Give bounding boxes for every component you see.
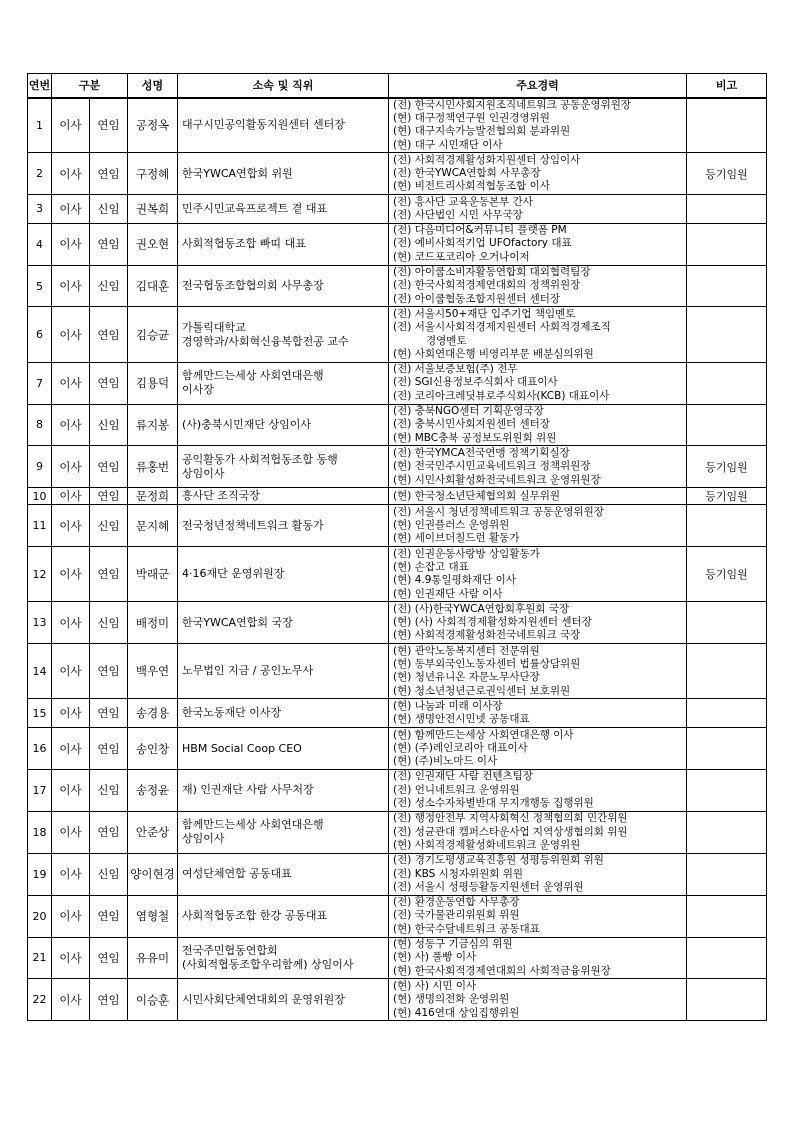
row-affiliation [178, 853, 389, 895]
row-affiliation [178, 811, 389, 853]
row-career [389, 446, 687, 488]
row-role: 이사 [52, 446, 90, 488]
row-note [687, 811, 767, 853]
table-row [28, 769, 767, 811]
career-line: (전) 성소수자차별반대 무지개행동 집행위원 [393, 797, 594, 810]
row-role: 이사 [52, 362, 90, 404]
row-number: 2 [28, 153, 52, 195]
career-line: (현) 비전트리사회적협동조합 이사 [393, 180, 550, 193]
row-note [687, 404, 767, 446]
row-career [389, 195, 687, 224]
career-line: (전) 코리아크레딧뷰로주식회사(KCB) 대표이사 [393, 389, 610, 402]
row-term: 연임 [90, 488, 128, 505]
row-name: 송인창 [128, 728, 178, 770]
career-line: 경영멘토 [426, 334, 467, 347]
table-row [28, 223, 767, 265]
row-role: 이사 [52, 811, 90, 853]
table-row [28, 98, 767, 153]
row-note [687, 853, 767, 895]
row-number: 8 [28, 404, 52, 446]
row-role: 이사 [52, 153, 90, 195]
row-number: 17 [28, 769, 52, 811]
table-row [28, 488, 767, 505]
row-role: 이사 [52, 404, 90, 446]
career-line: (전) 서울시 성평등활동지원센터 운영위원 [393, 880, 584, 893]
row-name: 양이현경 [128, 853, 178, 895]
table-row [28, 728, 767, 770]
row-number: 6 [28, 307, 52, 362]
affiliation-line: (사회적협동조합우리함께) 상임이사 [182, 957, 354, 971]
row-number: 1 [28, 98, 52, 153]
row-term: 연임 [90, 153, 128, 195]
header-category: 구분 [52, 74, 128, 98]
row-affiliation [178, 98, 389, 153]
career-line: (전) 성균관대 캠퍼스타운사업 지역상생협의회 위원 [393, 825, 628, 838]
row-term: 연임 [90, 895, 128, 937]
career-line: (현) 생명안전시민넷 공동대표 [393, 713, 530, 726]
row-career [389, 307, 687, 362]
row-affiliation [178, 547, 389, 602]
row-note: 등기임원 [687, 547, 767, 602]
career-line: (현) 416연대 상임집행위원 [393, 1006, 520, 1019]
row-career [389, 728, 687, 770]
row-role: 이사 [52, 265, 90, 307]
row-role: 이사 [52, 547, 90, 602]
affiliation-line: 재) 인권재단 사람 사무처장 [182, 783, 314, 797]
affiliation-line: 대구시민공익활동지원센터 센터장 [182, 118, 345, 132]
row-name: 송정윤 [128, 769, 178, 811]
row-role: 이사 [52, 853, 90, 895]
row-role: 이사 [52, 602, 90, 644]
table-row [28, 195, 767, 224]
affiliation-line: 사회적협동조합 빠띠 대표 [182, 237, 306, 251]
row-note [687, 728, 767, 770]
affiliation-line: 상임이사 [182, 832, 225, 846]
row-career [389, 937, 687, 979]
table-row [28, 895, 767, 937]
row-number: 21 [28, 937, 52, 979]
row-number: 12 [28, 547, 52, 602]
row-note [687, 769, 767, 811]
affiliation-line: 민주시민교육프로젝트 곁 대표 [182, 201, 328, 215]
career-line: (전) 한국사회적경제연대회의 정책위원장 [393, 279, 581, 292]
row-role: 이사 [52, 195, 90, 224]
row-name: 문정희 [128, 488, 178, 505]
table-row [28, 602, 767, 644]
row-career [389, 98, 687, 153]
table-row [28, 153, 767, 195]
career-line: (현) 대구 시민재단 이사 [393, 138, 503, 151]
row-name: 송경용 [128, 699, 178, 728]
row-number: 7 [28, 362, 52, 404]
affiliation-line: 사회적협동조합 한강 공동대표 [182, 909, 328, 923]
row-affiliation [178, 728, 389, 770]
row-name: 안준상 [128, 811, 178, 853]
row-term: 신임 [90, 505, 128, 547]
affiliation-line: 한국노동재단 이사장 [182, 706, 282, 720]
row-name: 류홍번 [128, 446, 178, 488]
row-name: 백우연 [128, 644, 178, 699]
career-line: (전) 예비사회적기업 UFOfactory 대표 [393, 237, 572, 250]
row-number: 11 [28, 505, 52, 547]
row-affiliation [178, 446, 389, 488]
career-line: (현) (사) 사회적경제활성화지원센터 센터장 [393, 616, 592, 629]
row-term: 연임 [90, 446, 128, 488]
table-row [28, 699, 767, 728]
affiliation-line: 여성단체연합 공동대표 [182, 867, 292, 881]
row-number: 4 [28, 223, 52, 265]
row-career [389, 644, 687, 699]
row-career [389, 699, 687, 728]
career-line: (현) 한국사회적경제연대회의 사회적금융위원장 [393, 964, 611, 977]
career-line: (현) 인권플러스 운영위원 [393, 519, 510, 532]
row-affiliation [178, 488, 389, 505]
affiliation-line: 한국YWCA연합회 국장 [182, 615, 293, 629]
table-row [28, 979, 767, 1021]
row-role: 이사 [52, 98, 90, 153]
table-row [28, 505, 767, 547]
affiliation-line: 전국주민협동연합회 [182, 943, 278, 957]
affiliation-line: 상임이사 [182, 466, 225, 480]
table-row [28, 644, 767, 699]
table-row [28, 265, 767, 307]
row-career [389, 853, 687, 895]
career-line: (전) 한국YMCA전국연맹 정책기획실장 [393, 446, 570, 459]
row-term: 연임 [90, 644, 128, 699]
row-number: 10 [28, 488, 52, 505]
header-no: 연번 [28, 74, 52, 98]
career-line: (현) 사) 시민 이사 [393, 979, 477, 992]
career-line: (현) 한국수달네트워크 공동대표 [393, 922, 540, 935]
row-number: 5 [28, 265, 52, 307]
row-career [389, 488, 687, 505]
row-name: 박래군 [128, 547, 178, 602]
affiliation-line: 공익활동가 사회적협동조합 동행 [182, 452, 338, 466]
career-line: (현) 사회연대은행 비영리부문 배분심의위원 [393, 347, 594, 360]
row-note: 등기임원 [687, 488, 767, 505]
affiliation-line: 한국YWCA연합회 위원 [182, 166, 293, 180]
board-roster-table [27, 73, 767, 1021]
career-line: (현) 대구지속가능발전협의회 분과위원 [393, 125, 571, 138]
career-line: (전) 인권재단 사람 컨텐츠팀장 [393, 770, 533, 783]
row-note [687, 937, 767, 979]
affiliation-line: 함께만드는세상 사회연대은행 [182, 369, 324, 383]
career-line: (현) 청소년청년근로권익센터 보호위원 [393, 684, 571, 697]
row-career [389, 895, 687, 937]
row-role: 이사 [52, 895, 90, 937]
row-career [389, 602, 687, 644]
row-number: 14 [28, 644, 52, 699]
row-affiliation [178, 404, 389, 446]
row-number: 15 [28, 699, 52, 728]
row-term: 신임 [90, 404, 128, 446]
affiliation-line: 가톨릭대학교 [182, 320, 246, 334]
header-affiliation: 소속 및 직위 [178, 74, 389, 98]
affiliation-line: 흥사단 조직국장 [182, 489, 260, 503]
row-role: 이사 [52, 979, 90, 1021]
row-role: 이사 [52, 223, 90, 265]
career-line: (현) 4.9통일평화재단 이사 [393, 574, 516, 587]
row-role: 이사 [52, 728, 90, 770]
row-term: 연임 [90, 699, 128, 728]
career-line: (현) 시민사회활성화전국네트워크 운영위원장 [393, 473, 601, 486]
career-line: (전) 서울시 청년정책네트워크 공동운영위원장 [393, 505, 604, 518]
row-role: 이사 [52, 699, 90, 728]
affiliation-line: (사)충북시민재단 상임이사 [182, 417, 311, 431]
career-line: (전) 한국YWCA연합회 사무총장 [393, 166, 541, 179]
career-line: (현) (주)비노마드 이사 [393, 755, 498, 768]
career-line: (현) 한국청소년단체협의회 실무위원 [393, 489, 561, 502]
row-name: 류지봉 [128, 404, 178, 446]
row-note [687, 362, 767, 404]
row-number: 19 [28, 853, 52, 895]
table-row [28, 547, 767, 602]
row-note [687, 223, 767, 265]
row-term: 연임 [90, 728, 128, 770]
career-line: (전) 충북NGO센터 기획운영국장 [393, 405, 544, 418]
row-affiliation [178, 602, 389, 644]
row-name: 이승훈 [128, 979, 178, 1021]
row-affiliation [178, 223, 389, 265]
row-note [687, 505, 767, 547]
row-term: 연임 [90, 98, 128, 153]
row-name: 김대훈 [128, 265, 178, 307]
row-career [389, 404, 687, 446]
row-note [687, 699, 767, 728]
career-line: (전) 한국시민사회지원조직네트워크 공동운영위원장 [393, 98, 632, 111]
career-line: (전) 서울보증보험(주) 전무 [393, 363, 518, 376]
row-affiliation [178, 153, 389, 195]
row-term: 연임 [90, 362, 128, 404]
career-line: (현) 사) 풀빵 이사 [393, 951, 477, 964]
row-number: 13 [28, 602, 52, 644]
career-line: (현) 관악노동복지센터 전문위원 [393, 644, 540, 657]
career-line: (현) 나눔과 미래 이사장 [393, 699, 503, 712]
career-line: (전) KBS 시청자위원회 위원 [393, 867, 524, 880]
row-career [389, 769, 687, 811]
row-term: 연임 [90, 979, 128, 1021]
row-note [687, 895, 767, 937]
row-affiliation [178, 362, 389, 404]
affiliation-line: 시민사회단체연대회의 운영위원장 [182, 992, 345, 1006]
row-term: 신임 [90, 195, 128, 224]
row-role: 이사 [52, 307, 90, 362]
table-row [28, 362, 767, 404]
table-row [28, 404, 767, 446]
row-career [389, 265, 687, 307]
row-term: 연임 [90, 937, 128, 979]
row-name: 권복희 [128, 195, 178, 224]
row-name: 유유미 [128, 937, 178, 979]
row-note [687, 644, 767, 699]
row-term: 신임 [90, 769, 128, 811]
affiliation-line: 함께만드는세상 사회연대은행 [182, 818, 324, 832]
row-affiliation [178, 195, 389, 224]
row-note [687, 265, 767, 307]
header-note: 비고 [687, 74, 767, 98]
row-name: 김용덕 [128, 362, 178, 404]
row-term: 연임 [90, 307, 128, 362]
row-note [687, 979, 767, 1021]
table-row [28, 307, 767, 362]
affiliation-line: 노무법인 지금 / 공인노무사 [182, 664, 314, 678]
row-note: 등기임원 [687, 153, 767, 195]
row-role: 이사 [52, 505, 90, 547]
career-line: (전) 사단법인 시민 사무국장 [393, 208, 523, 221]
row-role: 이사 [52, 644, 90, 699]
row-affiliation [178, 265, 389, 307]
career-line: (현) 손잡고 대표 [393, 561, 469, 573]
row-career [389, 223, 687, 265]
row-career [389, 153, 687, 195]
row-number: 16 [28, 728, 52, 770]
row-career [389, 362, 687, 404]
row-affiliation [178, 505, 389, 547]
row-number: 3 [28, 195, 52, 224]
row-note [687, 307, 767, 362]
career-line: (현) MBC충북 공정보도위원회 위원 [393, 431, 557, 444]
header-career: 주요경력 [389, 74, 687, 98]
row-career [389, 811, 687, 853]
row-term: 연임 [90, 223, 128, 265]
row-career [389, 547, 687, 602]
row-term: 신임 [90, 602, 128, 644]
affiliation-line: 전국협동조합협의회 사무총장 [182, 279, 324, 292]
row-note: 등기임원 [687, 446, 767, 488]
row-affiliation [178, 307, 389, 362]
row-affiliation [178, 979, 389, 1021]
row-affiliation [178, 769, 389, 811]
row-term: 연임 [90, 811, 128, 853]
row-number: 22 [28, 979, 52, 1021]
affiliation-line: HBM Social Coop CEO [182, 741, 302, 755]
career-line: (전) 아이쿱소비자활동연합회 대외협력팀장 [393, 266, 591, 279]
row-number: 9 [28, 446, 52, 488]
row-term: 연임 [90, 547, 128, 602]
row-name: 권오현 [128, 223, 178, 265]
row-number: 18 [28, 811, 52, 853]
career-line: (전) 환경운동연합 사무총장 [393, 896, 520, 909]
row-affiliation [178, 937, 389, 979]
career-line: (현) 사회적경제활성화네트워크 운영위원 [393, 838, 581, 851]
career-line: (현) 청년유니온 자문노무사단장 [393, 671, 540, 684]
career-line: (현) 코드포코리아 오거나이저 [393, 250, 530, 263]
affiliation-line: 경영학과/사회혁신융복합전공 교수 [182, 334, 349, 348]
table-row [28, 937, 767, 979]
career-line: (현) 성동구 기금심의 위원 [393, 938, 513, 951]
career-line: (전) 인권운동사랑방 상임활동가 [393, 547, 540, 560]
career-line: (전) 사회적경제활성화지원센터 상임이사 [393, 153, 581, 166]
header-row [28, 74, 767, 98]
row-name: 김승균 [128, 307, 178, 362]
career-line: (현) 인권재단 사람 이사 [393, 587, 503, 600]
row-term: 신임 [90, 853, 128, 895]
career-line: (전) 다음미디어&커뮤니티 플랫폼 PM [393, 224, 567, 237]
career-line: (전) 경기도평생교육진흥원 성평등위원회 위원 [393, 854, 604, 867]
row-note [687, 195, 767, 224]
career-line: (전) 서울시50+재단 입주기업 책임멘토 [393, 307, 576, 320]
row-career [389, 979, 687, 1021]
career-line: (전) 흥사단 교육운동본부 간사 [393, 195, 533, 208]
career-line: (전) (사)한국YWCA연합회후원회 국장 [393, 602, 570, 615]
table-row [28, 853, 767, 895]
affiliation-line: 이사장 [182, 383, 214, 397]
career-line: (현) 대구정책연구원 인권경영위원 [393, 112, 550, 125]
career-line: (현) 함께만드는세상 사회연대은행 이사 [393, 728, 574, 741]
row-note [687, 98, 767, 153]
row-role: 이사 [52, 488, 90, 505]
row-affiliation [178, 699, 389, 728]
row-affiliation [178, 895, 389, 937]
career-line: (현) 동부외국인노동자센터 법률상담위원 [393, 658, 581, 671]
affiliation-line: 전국청년정책네트워크 활동가 [182, 518, 324, 532]
career-line: (현) 세이브더칠드런 활동가 [393, 532, 520, 545]
row-career [389, 505, 687, 547]
table-row [28, 811, 767, 853]
career-line: (현) 사회적경제활성화전국네트워크 국장 [393, 629, 581, 642]
career-line: (현) 생명의전화 운영위원 [393, 993, 510, 1006]
header-name: 성명 [128, 74, 178, 98]
row-role: 이사 [52, 769, 90, 811]
row-name: 문지혜 [128, 505, 178, 547]
career-line: (현) 전국민주시민교육네트워크 정책위원장 [393, 460, 591, 473]
career-line: (전) 국가물관리위원회 위원 [393, 909, 520, 922]
career-line: (전) 아이쿱협동조합지원센터 센터장 [393, 292, 561, 305]
career-line: (전) SGI신용정보주식회사 대표이사 [393, 376, 558, 389]
career-line: (전) 행정안전부 지역사회혁신 정책협의회 민간위원 [393, 812, 628, 825]
row-name: 염형철 [128, 895, 178, 937]
row-name: 배정미 [128, 602, 178, 644]
row-affiliation [178, 644, 389, 699]
row-number: 20 [28, 895, 52, 937]
career-line: (전) 언니네트워크 운영위원 [393, 783, 520, 796]
roster-body [28, 98, 767, 1021]
row-note [687, 602, 767, 644]
career-line: (전) 충북시민사회지원센터 센터장 [393, 418, 550, 431]
row-name: 공정옥 [128, 98, 178, 153]
career-line: (전) 서울시사회적경제지원센터 사회적경제조직 [393, 321, 611, 334]
table-row [28, 446, 767, 488]
row-name: 구정혜 [128, 153, 178, 195]
row-role: 이사 [52, 937, 90, 979]
career-line: (현) (주)레인코리아 대표이사 [393, 741, 528, 754]
affiliation-line: 4·16재단 운영위원장 [182, 567, 285, 581]
row-term: 신임 [90, 265, 128, 307]
